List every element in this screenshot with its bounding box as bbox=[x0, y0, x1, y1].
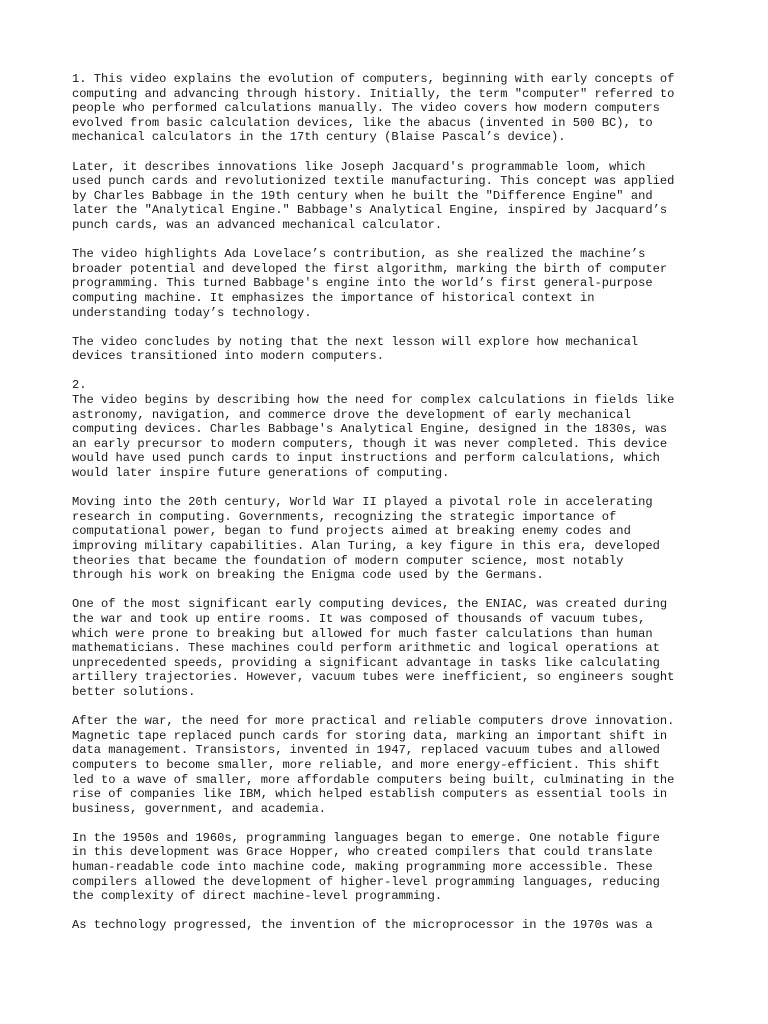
paragraph-5: 2. The video begins by describing how the need for complex calculations in fields like astronomy, navigation, and commerce drove the development of early mechanical computing devices. Charles Babbage's Analytical Engine, designed in the 1830s, was an early precursor to modern computers, though it was never completed. This device would have used punch cards to input instructions and perform calculations, which would later inspire future generations of computing. bbox=[72, 378, 675, 481]
paragraph-4: The video concludes by noting that the next lesson will explore how mechanical devices transitioned into modern computers. bbox=[72, 334, 639, 364]
paragraph-1: 1. This video explains the evolution of computers, beginning with early concepts of computing and advancing through history. Initially, the term "computer" referred to people who performed calculations manually. The video covers how modern computers evolved from basic calculation devices, like the abacus (invented in 500 BC), to mechanical calculators in the 17th century (Blaise Pascal’s device). bbox=[72, 72, 675, 145]
paragraph-8: After the war, the need for more practical and reliable computers drove innovation. Magnetic tape replaced punch cards for storing data, marking an important shift in data management. Transistors, invented in 1947, replaced vacuum tubes and allowed computers to become smaller, more reliable, and more energy-efficient. This shift led to a wave of smaller, more affordable computers being built, culminating in the rise of companies like IBM, which helped establish computers as essential tools in business, government, and academia. bbox=[72, 714, 675, 816]
paragraph-7: One of the most significant early computing devices, the ENIAC, was created during the war and took up entire rooms. It was composed of thousands of vacuum tubes, which were prone to breaking but allowed for much faster calculations than human mathematicians. These machines could perform arithmetic and logical operations at unprecedented speeds, providing a significant advantage in tasks like calculating artillery trajectories. However, vacuum tubes were inefficient, so engineers sought better solutions. bbox=[72, 597, 675, 699]
paragraph-9: In the 1950s and 1960s, programming languages began to emerge. One notable figure in this development was Grace Hopper, who created compilers that could translate human-readable code into machine code, making programming more accessible. These compilers allowed the development of higher-level programming languages, reducing the complexity of direct machine-level programming. bbox=[72, 830, 660, 904]
paragraph-2: Later, it describes innovations like Joseph Jacquard's programmable loom, which used punch cards and revolutionized textile manufacturing. This concept was applied by Charles Babbage in the 19th century when he built the "Difference Engine" and later the "Analytical Engine." Babbage's Analytical Engine, inspired by Jacquard’s punch cards, was an advanced mechanical calculator. bbox=[72, 159, 675, 232]
document-body bbox=[72, 72, 712, 948]
paragraph-6: Moving into the 20th century, World War II played a pivotal role in accelerating research in computing. Governments, recognizing the strategic importance of computational power, began to fund projects aimed at breaking enemy codes and improving military capabilities. Alan Turing, a key figure in this era, developed theories that became the foundation of modern computer science, most notably through his work on breaking the Enigma code used by the Germans. bbox=[72, 495, 660, 583]
paragraph-3: The video highlights Ada Lovelace’s contribution, as she realized the machine’s broader potential and developed the first algorithm, marking the birth of computer programming. This turned Babbage's engine into the world’s first general-purpose computing machine. It emphasizes the importance of historical context in understanding today’s technology. bbox=[72, 247, 668, 320]
paragraph-10: As technology progressed, the invention of the microprocessor in the 1970s was a bbox=[72, 918, 653, 933]
